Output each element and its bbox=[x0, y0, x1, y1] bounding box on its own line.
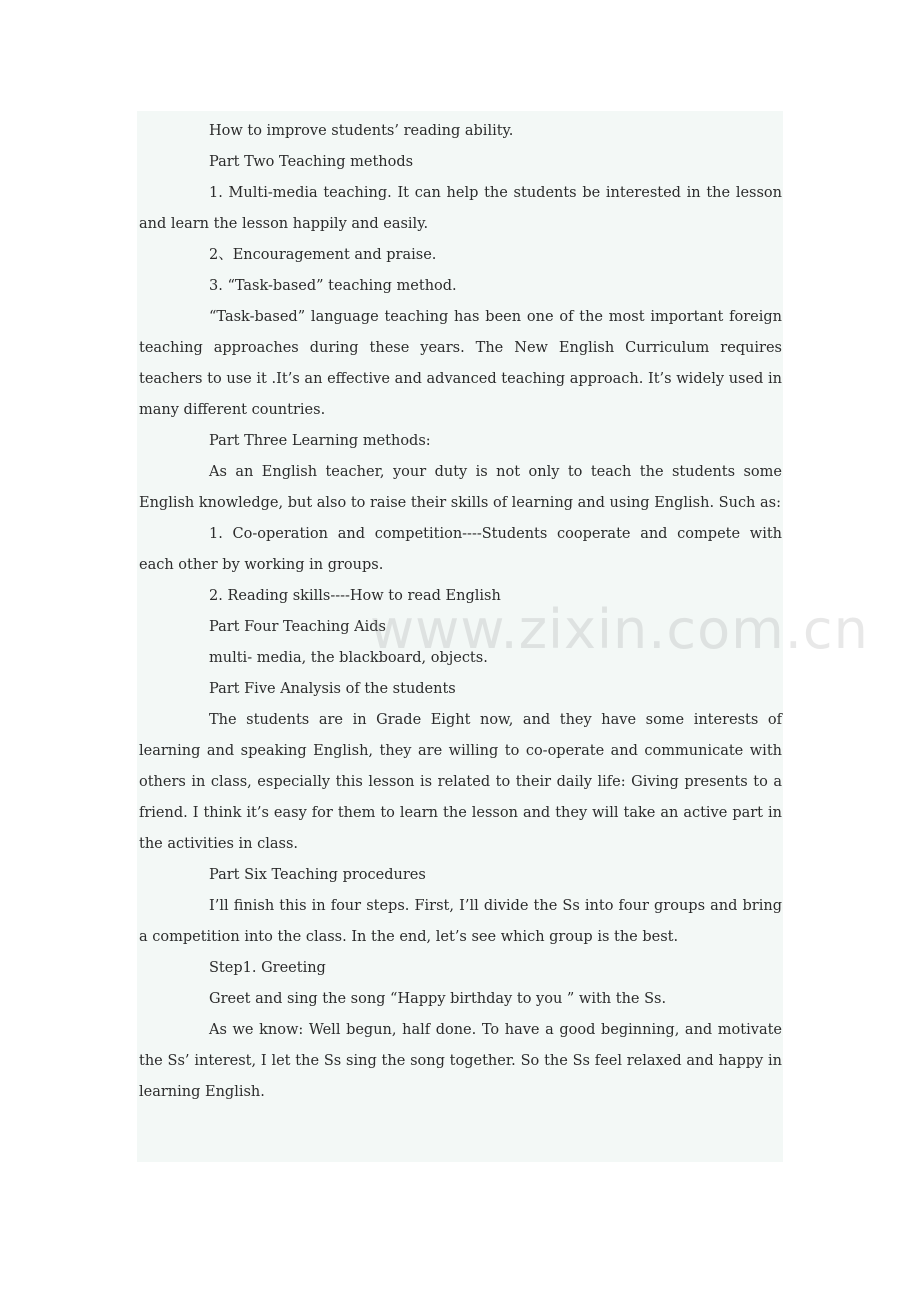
document-text bbox=[139, 116, 782, 1108]
paragraph-well-begun: As we know: Well begun, half done. To have a good beginning, and motivate the Ss’ interest, I let the Ss sing the song together. So the Ss feel relaxed and happy in learning English. bbox=[139, 1022, 782, 1100]
paragraph-teaching-aids: multi- media, the blackboard, objects. bbox=[209, 650, 488, 666]
paragraph-task-based-method: 3. “Task-based” teaching method. bbox=[209, 278, 457, 294]
paragraph-reading-ability: How to improve students’ reading ability. bbox=[209, 123, 514, 139]
heading-part-five: Part Five Analysis of the students bbox=[209, 681, 456, 697]
paragraph-encouragement: 2、Encouragement and praise. bbox=[209, 247, 437, 263]
paragraph-task-based-description: “Task-based” language teaching has been one of the most important foreign teaching approaches during these years. The New English Curriculum requires teachers to use it .It’s an effective and advanced teaching approach. It’s widely used in many different countries. bbox=[139, 309, 782, 418]
paragraph-multimedia: 1. Multi-media teaching. It can help the students be interested in the lesson and learn the lesson happily and easily. bbox=[139, 185, 782, 232]
paragraph-four-steps: I’ll finish this in four steps. First, I’ll divide the Ss into four groups and bring a competition into the class. In the end, let’s see which group is the best. bbox=[139, 898, 782, 945]
paragraph-student-analysis: The students are in Grade Eight now, and they have some interests of learning and speaking English, they are willing to co-operate and communicate with others in class, especially this lesson is related to their daily life: Giving presents to a friend. I think it’s easy for them to learn the lesson and they will take an active part in the activities in class. bbox=[139, 712, 782, 852]
paragraph-greet-song: Greet and sing the song “Happy birthday to you ” with the Ss. bbox=[209, 991, 667, 1007]
watermark-logo: www.zixin.com.cn bbox=[370, 598, 869, 661]
paragraph-cooperation: 1. Co-operation and competition----Students cooperate and compete with each other by working in groups. bbox=[139, 526, 782, 573]
heading-part-four: Part Four Teaching Aids bbox=[209, 619, 386, 635]
paragraph-teacher-duty: As an English teacher, your duty is not only to teach the students some English knowledge, but also to raise their skills of learning and using English. Such as: bbox=[139, 464, 782, 511]
heading-step1: Step1. Greeting bbox=[209, 960, 326, 976]
heading-part-two: Part Two Teaching methods bbox=[209, 154, 414, 170]
heading-part-three: Part Three Learning methods: bbox=[209, 433, 431, 449]
heading-part-six: Part Six Teaching procedures bbox=[209, 867, 426, 883]
paragraph-reading-skills: 2. Reading skills----How to read English bbox=[209, 588, 501, 604]
